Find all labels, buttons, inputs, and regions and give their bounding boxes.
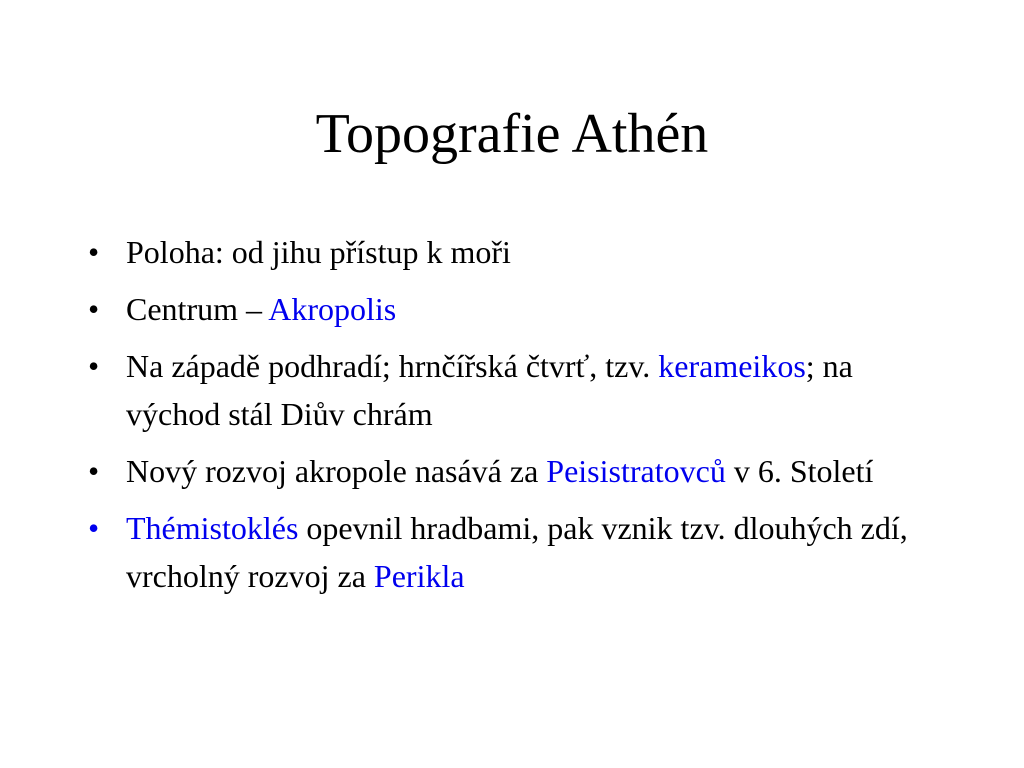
- bullet-text: ; na východ stál Diův chrám: [126, 348, 853, 432]
- list-item: [86, 342, 936, 438]
- bullet-icon: •: [88, 348, 100, 384]
- kerameikos-link[interactable]: kerameikos: [658, 348, 806, 384]
- bullet-text: Nový rozvoj akropole nasává za: [126, 453, 547, 489]
- bullet-text: Poloha: od jihu přístup k moři: [126, 234, 511, 270]
- bullet-icon: •: [88, 453, 100, 489]
- slide-title: Topografie Athén: [315, 103, 709, 165]
- bullet-text: Centrum –: [126, 291, 269, 327]
- list-item: [86, 447, 936, 495]
- perikla-link[interactable]: Perikla: [373, 558, 465, 594]
- bullet-icon: •: [88, 510, 100, 546]
- bullet-text: Na západě podhradí; hrnčířská čtvrť, tzv.: [126, 348, 659, 384]
- bullet-text: v 6. Století: [725, 453, 874, 489]
- bullet-icon: •: [88, 234, 100, 270]
- peisistratovcu-link[interactable]: Peisistratovců: [546, 453, 726, 489]
- bullet-list: [86, 228, 936, 609]
- list-item: [86, 228, 936, 276]
- bullet-text: opevnil hradbami, pak vznik tzv. dlouhých zdí, vrcholný rozvoj za: [126, 510, 908, 594]
- list-item: [86, 504, 936, 600]
- list-item: [86, 285, 936, 333]
- themistokles-link[interactable]: Thémistoklés: [126, 510, 299, 546]
- bullet-icon: •: [88, 291, 100, 327]
- akropolis-link[interactable]: Akropolis: [268, 291, 397, 327]
